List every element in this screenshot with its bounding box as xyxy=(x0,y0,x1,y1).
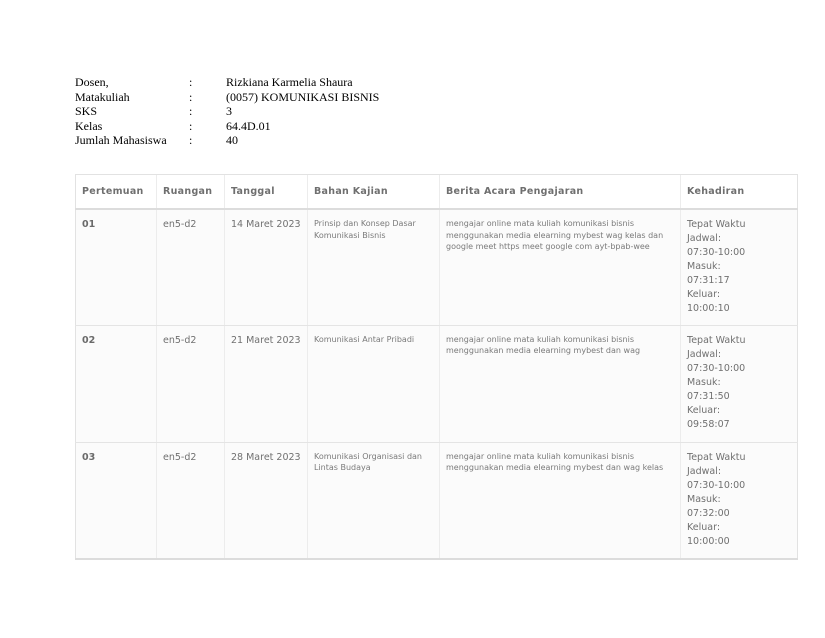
table-row xyxy=(76,209,798,325)
cell-tanggal: 21 Maret 2023 xyxy=(225,325,308,442)
cell-bahan-kajian: Komunikasi Antar Pribadi xyxy=(308,325,440,442)
info-value: (0057) KOMUNIKASI BISNIS xyxy=(226,89,380,104)
attendance-table-container xyxy=(75,174,797,560)
info-label: Jumlah Mahasiswa xyxy=(75,133,167,148)
info-separator: : xyxy=(189,118,193,133)
info-row-dosen xyxy=(75,75,379,90)
info-separator: : xyxy=(189,89,193,104)
cell-kehadiran xyxy=(681,442,798,559)
info-value: 40 xyxy=(226,133,238,148)
column-header-ruangan: Ruangan xyxy=(157,175,225,210)
attendance-table xyxy=(75,174,798,560)
cell-berita-acara: mengajar online mata kuliah komunikasi bisnis menggunakan media elearning mybest dan wag xyxy=(440,325,681,442)
info-value: 3 xyxy=(226,104,232,119)
info-label: Matakuliah xyxy=(75,89,130,104)
cell-kehadiran xyxy=(681,325,798,442)
kehadiran-jadwal-label: Jadwal: xyxy=(687,348,722,360)
kehadiran-keluar: 09:58:07 xyxy=(687,418,730,430)
kehadiran-masuk: 07:32:00 xyxy=(687,507,730,519)
column-header-kehadiran: Kehadiran xyxy=(681,175,798,210)
table-header-row xyxy=(76,175,798,210)
column-header-pertemuan: Pertemuan xyxy=(76,175,157,210)
cell-berita-acara: mengajar online mata kuliah komunikasi bisnis menggunakan media elearning mybest wag kelas dan google meet https meet google com ayt-bpab-wee xyxy=(440,209,681,325)
info-row-matakuliah xyxy=(75,90,379,105)
kehadiran-keluar: 10:00:00 xyxy=(687,535,730,547)
kehadiran-keluar: 10:00:10 xyxy=(687,303,730,314)
info-label: Kelas xyxy=(75,118,103,133)
cell-pertemuan: 01 xyxy=(76,209,157,325)
kehadiran-status: Tepat Waktu xyxy=(687,219,746,230)
kehadiran-jadwal: 07:30-10:00 xyxy=(687,479,746,491)
course-info xyxy=(75,75,379,148)
kehadiran-jadwal-label: Jadwal: xyxy=(687,233,722,244)
cell-bahan-kajian: Prinsip dan Konsep Dasar Komunikasi Bisnis xyxy=(308,209,440,325)
cell-tanggal: 28 Maret 2023 xyxy=(225,442,308,559)
info-label: SKS xyxy=(75,104,98,119)
column-header-tanggal: Tanggal xyxy=(225,175,308,210)
info-separator: : xyxy=(189,104,193,119)
column-header-berita-acara: Berita Acara Pengajaran xyxy=(440,175,681,210)
kehadiran-masuk: 07:31:17 xyxy=(687,275,730,286)
kehadiran-masuk-label: Masuk: xyxy=(687,493,721,505)
info-value: Rizkiana Karmelia Shaura xyxy=(226,75,353,89)
info-separator: : xyxy=(189,133,193,148)
table-row xyxy=(76,442,798,559)
table-row xyxy=(76,325,798,442)
kehadiran-keluar-label: Keluar: xyxy=(687,521,721,533)
cell-ruangan: en5-d2 xyxy=(157,442,225,559)
column-header-bahan-kajian: Bahan Kajian xyxy=(308,175,440,210)
cell-berita-acara: mengajar online mata kuliah komunikasi bisnis menggunakan media elearning mybest dan wag kelas xyxy=(440,442,681,559)
info-separator: : xyxy=(189,75,193,89)
kehadiran-jadwal-label: Jadwal: xyxy=(687,465,722,477)
info-row-jumlah-mahasiswa xyxy=(75,133,379,148)
kehadiran-masuk-label: Masuk: xyxy=(687,261,721,272)
cell-bahan-kajian: Komunikasi Organisasi dan Lintas Budaya xyxy=(308,442,440,559)
cell-ruangan: en5-d2 xyxy=(157,209,225,325)
cell-pertemuan: 03 xyxy=(76,442,157,559)
kehadiran-status: Tepat Waktu xyxy=(687,451,746,463)
info-value: 64.4D.01 xyxy=(226,118,271,133)
cell-kehadiran xyxy=(681,209,798,325)
info-row-sks xyxy=(75,104,379,119)
info-row-kelas xyxy=(75,119,379,134)
cell-pertemuan: 02 xyxy=(76,325,157,442)
info-label: Dosen, xyxy=(75,75,109,89)
kehadiran-jadwal: 07:30-10:00 xyxy=(687,247,746,258)
cell-ruangan: en5-d2 xyxy=(157,325,225,442)
kehadiran-status: Tepat Waktu xyxy=(687,334,746,346)
cell-tanggal: 14 Maret 2023 xyxy=(225,209,308,325)
kehadiran-jadwal: 07:30-10:00 xyxy=(687,362,746,374)
kehadiran-keluar-label: Keluar: xyxy=(687,289,721,300)
kehadiran-masuk-label: Masuk: xyxy=(687,376,721,388)
kehadiran-keluar-label: Keluar: xyxy=(687,404,721,416)
kehadiran-masuk: 07:31:50 xyxy=(687,390,730,402)
